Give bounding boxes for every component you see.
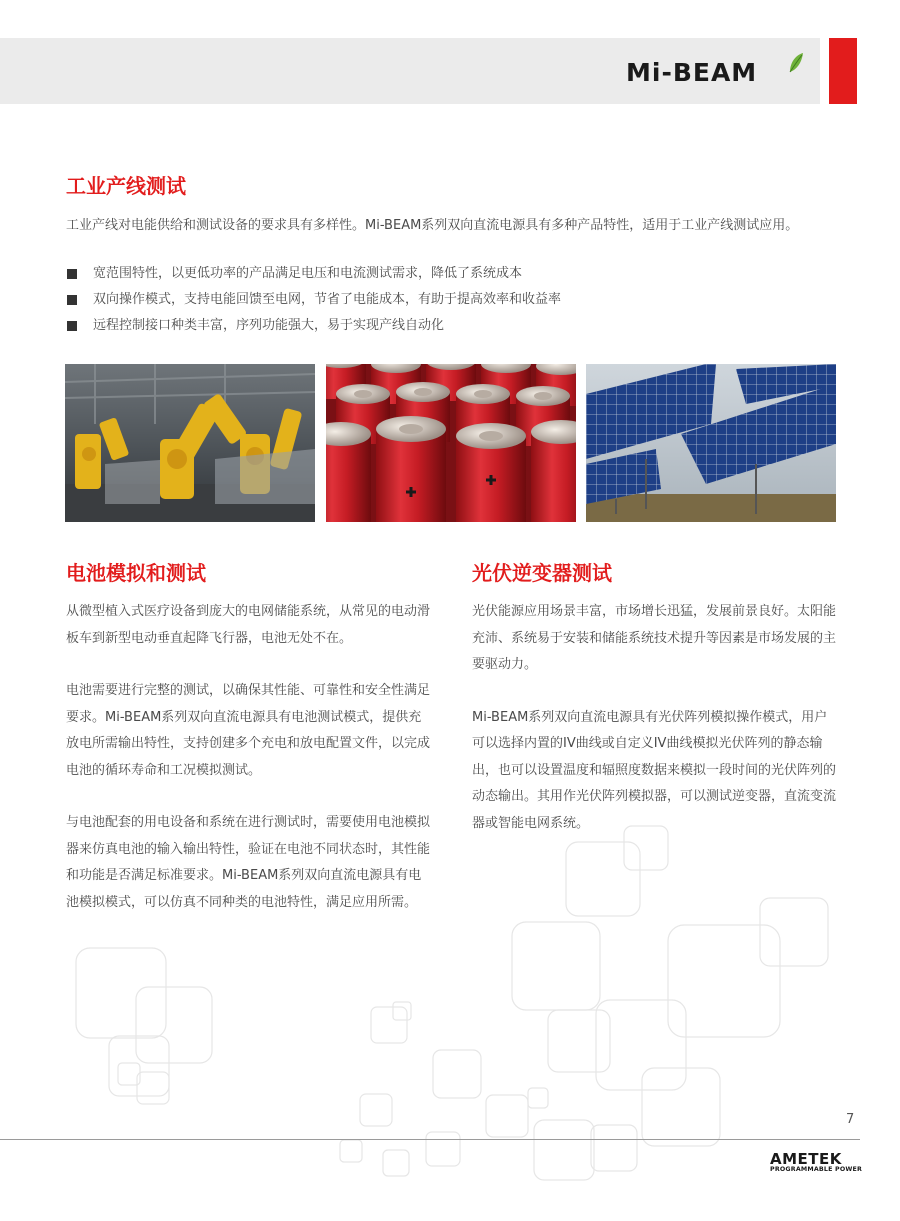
header-red-tab (829, 38, 857, 104)
robot-assembly-line-photo (65, 364, 315, 522)
solar-panels-photo (586, 364, 836, 522)
list-item: 宽范围特性，以更低功率的产品满足电压和电流测试需求，降低了系统成本 (66, 264, 561, 290)
leaf-icon (788, 52, 804, 74)
pv-title: 光伏逆变器测试 (472, 561, 612, 585)
battery-text-column (66, 599, 434, 942)
square-bullet-icon (67, 321, 77, 331)
red-batteries-photo (326, 364, 576, 522)
list-item: 双向操作模式，支持电能回馈至电网，节省了电能成本，有助于提高效率和收益率 (66, 290, 561, 316)
paragraph: Mi-BEAM系列双向直流电源具有光伏阵列模拟操作模式，用户可以选择内置的IV曲线或自定义IV曲线模拟光伏阵列的静态输出，也可以设置温度和辐照度数据来模拟一段时间的光伏阵列的动态输出。其用作光伏阵列模拟器，可以测试逆变器，直流变流器或智能电网系统。 (472, 709, 837, 831)
feature-list (66, 264, 561, 342)
paragraph: 从微型植入式医疗设备到庞大的电网储能系统，从常见的电动滑板车到新型电动垂直起降飞行器，电池无处不在。 (66, 604, 431, 646)
list-item: 远程控制接口种类丰富，序列功能强大，易于实现产线自动化 (66, 316, 561, 342)
industrial-title: 工业产线测试 (66, 174, 186, 198)
industrial-intro: 工业产线对电能供给和测试设备的要求具有多样性。Mi-BEAM系列双向直流电源具有多种产品特性，适用于工业产线测试应用。 (66, 218, 799, 233)
paragraph: 与电池配套的用电设备和系统在进行测试时，需要使用电池模拟器来仿真电池的输入输出特性，验证在电池不同状态时，其性能和功能是否满足标准要求。Mi-BEAM系列双向直流电源具有电池模拟模式，可以仿真不同种类的电池特性，满足应用所需。 (66, 815, 431, 910)
paragraph: 光伏能源应用场景丰富，市场增长迅猛，发展前景良好。太阳能充沛、系统易于安装和储能系统技术提升等因素是市场发展的主要驱动力。 (472, 604, 837, 672)
paragraph: 电池需要进行完整的测试，以确保其性能、可靠性和安全性满足要求。Mi-BEAM系列双向直流电源具有电池测试模式，提供充放电所需输出特性，支持创建多个充电和放电配置文件，以完成电池的循环寿命和工况模拟测试。 (66, 683, 431, 778)
page-number: 7 (846, 1112, 855, 1127)
pv-text-column (472, 599, 840, 863)
footer-divider (0, 1139, 860, 1140)
battery-title: 电池模拟和测试 (66, 561, 206, 585)
logo-text: Mi-BEAM (626, 58, 758, 87)
square-bullet-icon (67, 295, 77, 305)
ametek-logo: AMETEK (770, 1150, 842, 1168)
square-bullet-icon (67, 269, 77, 279)
ametek-division: PROGRAMMABLE POWER (770, 1166, 863, 1173)
mi-beam-logo (626, 58, 757, 90)
